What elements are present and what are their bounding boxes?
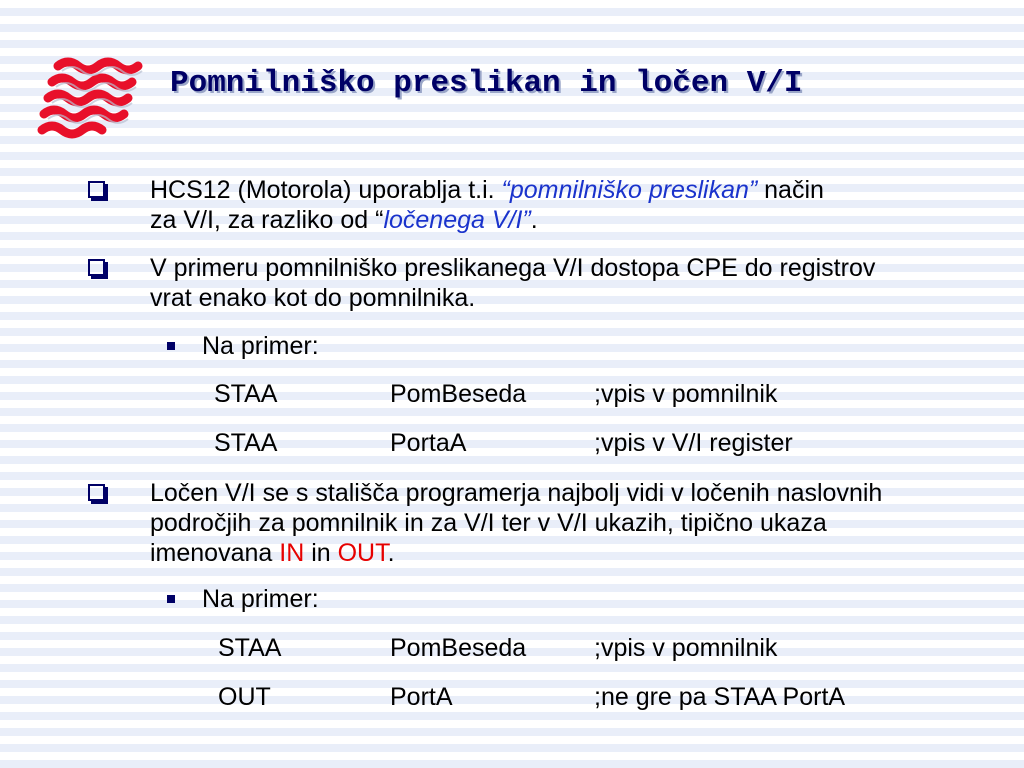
filled-square-bullet-icon — [167, 342, 175, 350]
code-comment: ;vpis v pomnilnik — [594, 634, 778, 662]
bullet-3-segment-red: IN — [279, 539, 305, 567]
bullet-2-text — [150, 253, 890, 313]
code-comment: ;vpis v V/I register — [594, 429, 793, 457]
hollow-square-bullet-icon — [88, 181, 105, 198]
code-operand: PomBeseda — [390, 634, 527, 662]
bullet-1-segment: način za V/I, za razliko od “ — [150, 176, 824, 234]
bullet-3-segment-red: OUT — [337, 539, 388, 567]
code-instruction: STAA — [214, 429, 278, 457]
code-operand: PortA — [390, 683, 453, 711]
bullet-1-segment-italic: ločenega V/I” — [383, 206, 531, 234]
bullet-1-segment: HCS12 (Motorola) uporablja t.i. — [150, 176, 502, 204]
slide-title: Pomnilniško preslikan in ločen V/I — [170, 66, 803, 101]
code-instruction: OUT — [218, 683, 271, 711]
code-comment: ;vpis v pomnilnik — [594, 380, 778, 408]
filled-square-bullet-icon — [167, 595, 175, 603]
bullet-2-segment: V primeru pomnilniško preslikanega V/I dostopa CPE do registrov vrat enako kot do pomnilnika. — [150, 254, 876, 312]
bullet-3-segment: Ločen V/I se s stališča programerja najbolj vidi v ločenih naslovnih področjih za pomnilnik in za V/I ter v V/I ukazih, tipično ukaza imenovana — [150, 479, 883, 567]
bullet-3-segment: in — [304, 539, 338, 567]
bullet-3-segment: . — [387, 539, 395, 567]
bullet-1-segment-italic: “pomnilniško preslikan” — [501, 176, 758, 204]
sub-label: Na primer: — [202, 332, 319, 360]
bullet-3-text — [150, 478, 950, 568]
code-comment: ;ne gre pa STAA PortA — [594, 683, 846, 711]
code-operand: PortaA — [390, 429, 467, 457]
bullet-1-segment: . — [530, 206, 538, 234]
code-instruction: STAA — [214, 380, 278, 408]
code-operand: PomBeseda — [390, 380, 527, 408]
hollow-square-bullet-icon — [88, 484, 105, 501]
bullet-1-text — [150, 175, 850, 235]
sub-label: Na primer: — [202, 585, 319, 613]
hollow-square-bullet-icon — [88, 259, 105, 276]
code-instruction: STAA — [218, 634, 282, 662]
